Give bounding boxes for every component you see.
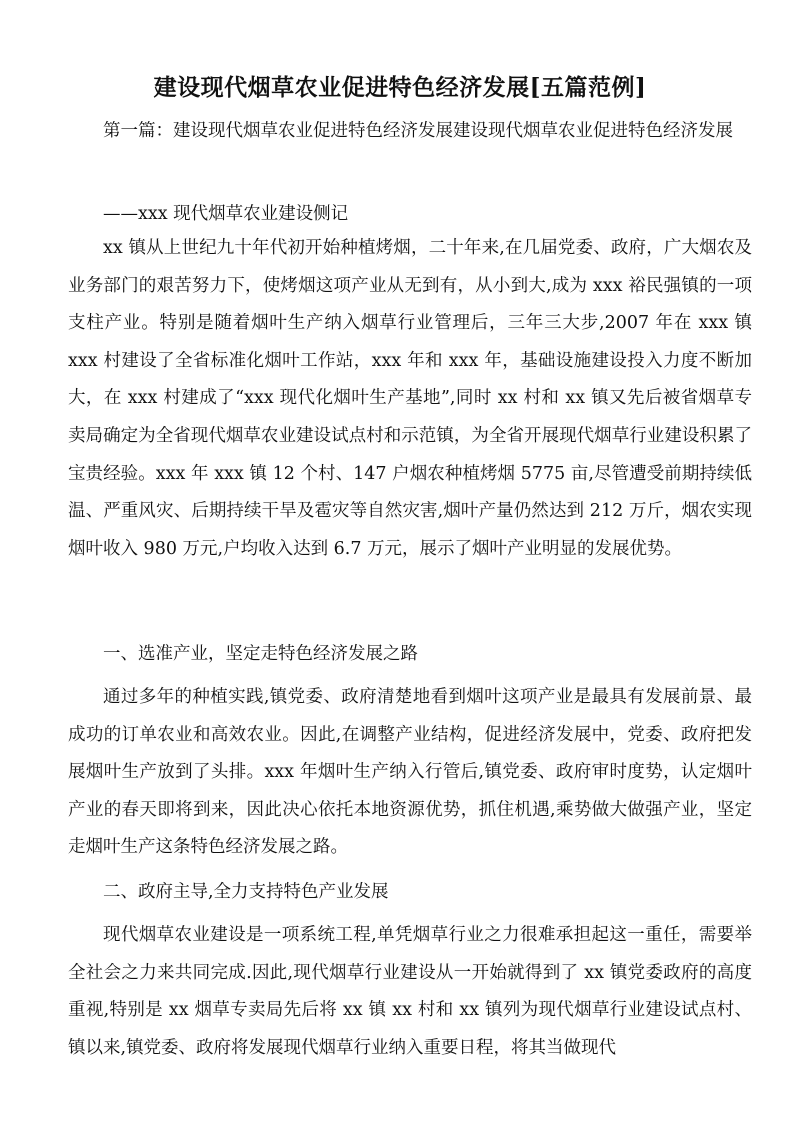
section2-heading: 二、政府主导,全力支持特色产业发展 (103, 882, 389, 902)
intro-paragraph: xx 镇从上世纪九十年代初开始种植烤烟，二十年来,在几届党委、政府，广大烟农及业务部门的艰苦努力下，使烤烟这项产业从无到有，从小到大,成为 xxx 裕民强镇的一项支柱产业。特别是随着烟叶生产纳入烟草行业管理后，三年三大步,2007 年在 xxx 镇 xxx 村建设了全省标准化烟叶工作站，xxx 年和 xxx 年，基础设施建设投入力度不断加大，在 xxx 村建成了“xxx 现代化烟叶生产基地”,同时 xx 村和 xx 镇又先后被省烟草专卖局确定为全省现代烟草农业建设试点村和示范镇，为全省开展现代烟草行业建设积累了宝贵经验。xxx 年 xxx 镇 12 个村、147 户烟农种植烤烟 5775 亩,尽管遭受前期持续低温、严重风灾、后期持续干旱及雹灾等自然灾害,烟叶产量仍然达到 212 万斤，烟农实现烟叶收入 980 万元,户均收入达到 6.7 万元，展示了烟叶产业明显的发展优势。 (68, 238, 752, 559)
section1-heading: 一、选准产业，坚定走特色经济发展之路 (103, 644, 418, 664)
section1-paragraph: 通过多年的种植实践,镇党委、政府清楚地看到烟叶这项产业是最具有发展前景、最成功的订单农业和高效农业。因此,在调整产业结构，促进经济发展中，党委、政府把发展烟叶生产放到了头排。xxx 年烟叶生产纳入行管后,镇党委、政府审时度势，认定烟叶产业的春天即将到来，因此决心依托本地资源优势，抓住机遇,乘势做大做强产业，坚定走烟叶生产这条特色经济发展之路。 (68, 687, 752, 858)
part-heading: 第一篇：建设现代烟草农业促进特色经济发展建设现代烟草农业促进特色经济发展 (103, 121, 733, 141)
document-title: 建设现代烟草农业促进特色经济发展[五篇范例] (153, 74, 647, 101)
subtitle: ——xxx 现代烟草农业建设侧记 (103, 204, 349, 224)
section2-paragraph: 现代烟草农业建设是一项系统工程,单凭烟草行业之力很难承担起这一重任，需要举全社会之力来共同完成.因此,现代烟草行业建设从一开始就得到了 xx 镇党委政府的高度重视,特别是 xx 烟草专卖局先后将 xx 镇 xx 村和 xx 镇列为现代烟草行业建设试点村、镇以来,镇党委、政府将发展现代烟草行业纳入重要日程，将其当做现代 (68, 925, 752, 1058)
